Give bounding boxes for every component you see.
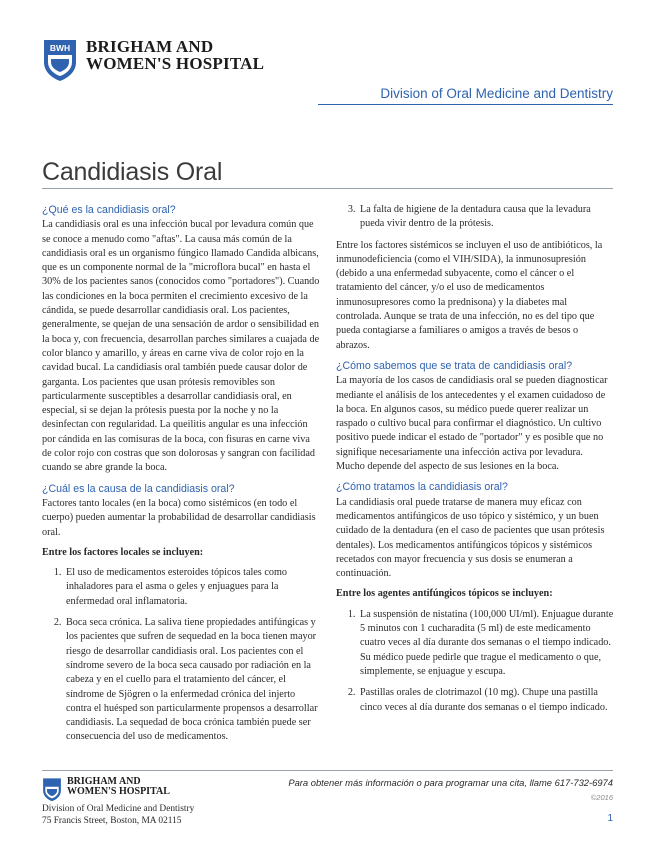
local-factors-list-continued: [336, 203, 614, 232]
topical-agents-list: [336, 608, 614, 715]
list-item: 1. La suspensión de nistatina (100,000 UI/ml). Enjuague durante 5 minutos con 1 cucharadita (5 ml) de este medicamento cuatro veces al día durante dos semanas o el tiempo indicado. Su médico puede pedirle que trague el medicamento o que, simplemente, se enjuague y escupa.: [358, 608, 614, 679]
section-heading-what: ¿Qué es la candidiasis oral?: [42, 204, 176, 216]
footer-division: Division of Oral Medicine and Dentistry: [42, 804, 195, 814]
page-title: Candidiasis Oral: [42, 158, 223, 186]
left-column: [42, 203, 322, 752]
systemic-factors-paragraph: Entre los factores sistémicos se incluyen el uso de antibióticos, la inmunodeficiencia (como el VIH/SIDA), la inmunosupresión (debido a una enfermedad subyacente, como el cáncer o el tratamiento del cáncer, y/o el uso de medicamentos inmunosupresores como la prednisona) y la diabetes mal controlada. Aunque se trata de una infección, no es del tipo que pueda contagiarse a familiares o amigos a través de besos o abrazos.: [336, 239, 603, 351]
what-paragraph: La candidiasis oral es una infección bucal por levadura común que se conoce a menudo como "aftas". La causa más común de la candidiasis oral es un organismo fúngico llamado Candida albicans, que es un componente normal de la "microflora bucal" en hasta el 30% de los pacientes sanos (conocidos como "portadores"). Cuando las condiciones en la boca permiten el crecimiento excesivo de la cándida, se puede desarrollar candidiasis oral. Los pacientes, generalmente, se quejan de una sensación de ardor o sensibilidad en la boca y, con frecuencia, desarrollan parches similares a cuajada de color blanco y amarillo, y áreas en carne viva de color rojo en la cavidad bucal. La candidiasis oral también puede causar dolor de garganta. Los pacientes que usan prótesis removibles son particularmente susceptibles a desarrollar candidiasis oral, en especial, si se dejan la prótesis puesta por la noche y no la desinfectan con regularidad. La queilitis angular es una infección por cándida en las comisuras de la boca, con fisuras en carne viva de color rojo con costras que son dolorosas y sangran con facilidad cuando se abre grande la boca.: [42, 219, 320, 474]
bwh-shield-icon: [42, 38, 78, 82]
bwh-shield-icon: [42, 777, 62, 802]
footer-divider: [42, 770, 613, 771]
hospital-logo: [42, 38, 264, 82]
cause-paragraph: Factores tanto locales (en la boca) como sistémicos (en todo el cuerpo) pueden aumentar la probabilidad de desarrollar candidiasis oral.: [42, 497, 316, 538]
header-divider: [318, 104, 613, 105]
list-item: 1. El uso de medicamentos esteroides tópicos tales como inhaladores para el asma o geles y enjuagues para la enfermedad oral inflamatoria.: [64, 566, 322, 609]
page-number: 1: [607, 813, 613, 824]
division-header: Division of Oral Medicine and Dentistry: [380, 86, 613, 101]
footer-hospital-name: [67, 777, 170, 797]
local-factors-list: [42, 566, 322, 745]
footer-logo: [42, 777, 170, 802]
footer-contact-text: Para obtener más información o para programar una cita, llame 617-732-6974: [288, 777, 613, 788]
list-item: 2. Pastillas orales de clotrimazol (10 mg). Chupe una pastilla cinco veces al día durante dos semanas o el tiempo indicado.: [358, 686, 614, 715]
footer-hospital-name-line1: BRIGHAM AND: [67, 776, 141, 787]
footer-hospital-name-line2: WOMEN'S HOSPITAL: [67, 786, 170, 797]
footer-address-block: [42, 803, 194, 827]
hospital-name-line2: WOMEN'S HOSPITAL: [86, 54, 265, 73]
list-item: 3. La falta de higiene de la dentadura causa que la levadura pueda vivir dentro de la prótesis.: [358, 203, 614, 232]
title-divider: [42, 188, 613, 189]
section-heading-diagnosis: ¿Cómo sabemos que se trata de candidiasis oral?: [336, 359, 573, 372]
topical-agents-subheading: Entre los agentes antifúngicos tópicos se incluyen:: [336, 588, 553, 600]
right-column: [336, 203, 614, 722]
local-factors-subheading: Entre los factores locales se incluyen:: [42, 546, 204, 558]
hospital-name: [86, 38, 264, 72]
section-heading-cause: ¿Cuál es la causa de la candidiasis oral?: [42, 482, 235, 495]
shield-text: BWH: [49, 43, 71, 53]
diagnosis-paragraph: La mayoría de los casos de candidiasis oral se pueden diagnosticar mediante el análisis de los antecedentes y el examen cuidadoso de la boca. En algunos casos, su médico puede querer realizar un raspado o cultivo bucal para confirmar el diagnóstico. Un cultivo positivo puede indicar el estado de "portador" y es posible que no signifique necesariamente una infección activa por levadura. Mucho depende del aspecto de sus lesiones en la boca.: [336, 375, 608, 473]
footer-address: 75 Francis Street, Boston, MA 02115: [42, 816, 182, 826]
section-heading-treatment: ¿Cómo tratamos la candidiasis oral?: [336, 481, 508, 494]
hospital-name-line1: BRIGHAM AND: [86, 37, 214, 56]
treatment-paragraph: La candidiasis oral puede tratarse de manera muy eficaz con medicamentos antifúngicos de uso tópico y sistémico, y un buen cuidado de la dentadura (en el caso de pacientes que usan prótesis dentales). Los medicamentos antifúngicos tópicos y sistémicos recetados con mayor frecuencia y sus dosis se enumeran a continuación.: [336, 496, 605, 580]
list-item: 2. Boca seca crónica. La saliva tiene propiedades antifúngicas y los pacientes que sufren de sequedad en la boca tienen mayor riesgo de desarrollar candidiasis oral. Los pacientes con el síndrome severo de la boca seca causado por radiación en la cabeza y en el cuello para el tratamiento del cáncer, el síndrome de Sjögren o la enfermedad crónica del injerto contra el huésped son particularmente propensos a desarrollar candidiasis. La sequedad de boca crónica también puede ser consecuencia del uso de medicamentos.: [64, 616, 322, 745]
footer-copyright: ©2016: [590, 793, 613, 802]
